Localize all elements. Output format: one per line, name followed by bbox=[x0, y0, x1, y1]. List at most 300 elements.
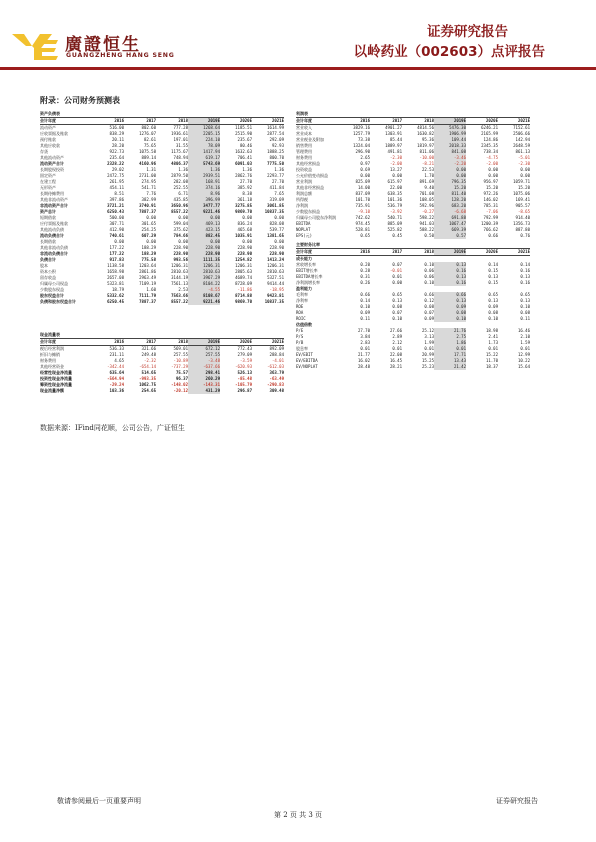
table-cell: 146.02 bbox=[483, 197, 498, 202]
table-cell: 0.66 bbox=[360, 292, 370, 297]
row-label: 资产总计 bbox=[40, 209, 56, 214]
table-cell: 0.00 bbox=[488, 167, 498, 172]
table-cell: 5476.30 bbox=[434, 125, 466, 131]
table-cell: 0.10 bbox=[424, 280, 434, 285]
table-cell: 27.70 bbox=[239, 179, 252, 184]
table-cell: 0.26 bbox=[360, 280, 370, 285]
table-cell: 27.66 bbox=[389, 328, 402, 333]
table-cell: 228.90 bbox=[269, 251, 284, 256]
table-cell: 1630.82 bbox=[417, 131, 434, 136]
table-cell: 1138.58 bbox=[107, 263, 124, 268]
table-cell: 2.12 bbox=[392, 340, 402, 345]
table-cell: 296.90 bbox=[355, 149, 370, 154]
table-cell: 2877.54 bbox=[267, 131, 284, 136]
table-cell: 1.86 bbox=[434, 340, 466, 346]
table-cell: 4160.96 bbox=[139, 161, 156, 166]
table-cell: 29.02 bbox=[111, 167, 124, 172]
table-cell: 9423.81 bbox=[267, 293, 284, 298]
row-label: 应付票据及账款 bbox=[40, 221, 68, 226]
table-cell: 772.43 bbox=[237, 346, 252, 351]
table-cell: 1324.04 bbox=[353, 143, 370, 148]
table-cell: 197.01 bbox=[173, 137, 188, 142]
table-cell: 1.73 bbox=[488, 340, 498, 345]
table-cell: 2862.76 bbox=[235, 173, 252, 178]
table-cell: -4.01 bbox=[271, 358, 284, 363]
table-cell: 0.15 bbox=[488, 268, 498, 273]
table-cell: 0.65 bbox=[520, 292, 530, 297]
table-cell: 0.14 bbox=[360, 298, 370, 303]
table-cell: 1417.94 bbox=[188, 149, 220, 155]
table-cell: 1.36 bbox=[188, 167, 220, 173]
table-cell: 4806.37 bbox=[171, 161, 188, 166]
table-cell: 7887.37 bbox=[139, 209, 156, 214]
table-cell: 837.09 bbox=[355, 191, 370, 196]
table-cell: 8.51 bbox=[114, 191, 124, 196]
table-cell: 101.70 bbox=[355, 197, 370, 202]
table-cell: 0.66 bbox=[488, 233, 498, 238]
table-cell: 0.01 bbox=[488, 346, 498, 351]
table-cell: 177.22 bbox=[109, 245, 124, 250]
row-label: 长期股权投资 bbox=[40, 167, 64, 172]
table-cell: 796.35 bbox=[434, 179, 466, 185]
table-cell: -3.59 bbox=[239, 358, 252, 363]
table-cell: 1268.64 bbox=[188, 125, 220, 131]
table-cell: 0.00 bbox=[242, 239, 252, 244]
table-cell: 974.45 bbox=[355, 221, 370, 226]
column-header: 2017 bbox=[146, 118, 156, 123]
table-cell: 13.27 bbox=[389, 167, 402, 172]
row-label: 经营性现金净流量 bbox=[40, 370, 72, 375]
row-label: 资本公积 bbox=[40, 269, 56, 274]
row-label: 股本 bbox=[40, 263, 48, 268]
table-cell: 142.94 bbox=[515, 137, 530, 142]
table-cell: 3275.85 bbox=[235, 203, 252, 208]
table-cell: 82.61 bbox=[143, 137, 156, 142]
table-header-row bbox=[40, 117, 284, 125]
table-cell: 941.03 bbox=[419, 221, 434, 226]
table-cell: 361.18 bbox=[237, 197, 252, 202]
table-row bbox=[296, 280, 530, 286]
table-cell: -10.89 bbox=[173, 358, 188, 363]
column-header: 会计年度 bbox=[40, 339, 56, 344]
table-cell: 231.11 bbox=[109, 352, 124, 357]
table-cell: 16.02 bbox=[357, 358, 370, 363]
table-cell: 0.13 bbox=[392, 298, 402, 303]
table-cell: 2472.75 bbox=[107, 173, 124, 178]
table-cell: 21.76 bbox=[434, 328, 466, 334]
table-cell: -105.79 bbox=[235, 382, 252, 387]
table-cell: 683.20 bbox=[434, 203, 466, 209]
row-label: 财务费用 bbox=[40, 358, 56, 363]
table-cell: 0.11 bbox=[360, 316, 370, 321]
table-cell: 9869.70 bbox=[235, 299, 252, 304]
cash-flow-table bbox=[40, 332, 284, 394]
table-cell: -148.02 bbox=[171, 382, 188, 387]
column-header: 2021E bbox=[271, 118, 284, 123]
column-header: 2016 bbox=[360, 249, 370, 254]
table-cell: 3.84 bbox=[360, 334, 370, 339]
section-title: 利润表 bbox=[296, 111, 308, 116]
table-cell: 541.71 bbox=[141, 185, 156, 190]
table-cell: 10.22 bbox=[517, 358, 530, 363]
company-logo-icon bbox=[12, 30, 58, 62]
table-cell: 296.87 bbox=[237, 388, 252, 393]
table-header-row bbox=[40, 338, 284, 346]
table-cell: 491.81 bbox=[387, 149, 402, 154]
table-cell: 254.25 bbox=[141, 227, 156, 232]
table-cell: 7152.61 bbox=[513, 125, 530, 130]
row-label: 流动资产合计 bbox=[40, 161, 64, 166]
table-cell: 917.83 bbox=[109, 257, 124, 262]
table-cell: 1906.99 bbox=[434, 131, 466, 137]
table-cell: 2515.90 bbox=[235, 131, 252, 136]
row-label: 短期借款 bbox=[40, 215, 56, 220]
table-cell: 2506.66 bbox=[513, 131, 530, 136]
column-header: 2020E bbox=[485, 249, 498, 254]
row-label: 其他应收款 bbox=[40, 143, 60, 148]
table-cell: 28.21 bbox=[389, 364, 402, 369]
table-cell: 0.66 bbox=[434, 292, 466, 298]
table-cell: 15.20 bbox=[517, 185, 530, 190]
table-row bbox=[296, 364, 530, 370]
table-cell: 16.45 bbox=[389, 358, 402, 363]
table-cell: 7775.50 bbox=[267, 161, 284, 166]
row-label: 股息率 bbox=[296, 346, 308, 351]
table-cell: 1111.35 bbox=[188, 257, 220, 263]
table-cell: 2.83 bbox=[360, 340, 370, 345]
table-cell: 3061.85 bbox=[267, 203, 284, 208]
row-label: 净利润增长率 bbox=[296, 280, 320, 285]
source-note: 数据来源：IFind同花顺，公司公告，广证恒生 bbox=[40, 424, 185, 432]
table-cell: 17.71 bbox=[434, 352, 466, 358]
table-cell: 15.64 bbox=[517, 364, 530, 369]
row-label: 存货 bbox=[40, 149, 48, 154]
row-label: 营业利润 bbox=[296, 179, 312, 184]
table-cell: 0.00 bbox=[146, 215, 156, 220]
table-cell: 274.95 bbox=[141, 179, 156, 184]
row-label: 其他非经营损益 bbox=[296, 185, 324, 190]
table-cell: 1936.61 bbox=[171, 131, 188, 136]
table-cell: 0.16 bbox=[520, 268, 530, 273]
row-label: 财务费用 bbox=[296, 155, 312, 160]
table-cell: -29.24 bbox=[109, 382, 124, 387]
table-cell: 592.96 bbox=[419, 203, 434, 208]
table-cell: 766.62 bbox=[483, 227, 498, 232]
table-cell: 4.65 bbox=[114, 358, 124, 363]
table-cell: 889.14 bbox=[141, 155, 156, 160]
row-label: EV/EBITDA bbox=[296, 358, 318, 363]
table-cell: 956.97 bbox=[483, 179, 498, 184]
header-divider bbox=[0, 67, 596, 70]
section-title: 现金流量表 bbox=[40, 332, 60, 337]
row-label: P/S bbox=[296, 334, 304, 339]
table-cell: 11.70 bbox=[485, 358, 498, 363]
table-cell: 6091.03 bbox=[235, 161, 252, 166]
table-cell: 3144.19 bbox=[171, 275, 188, 280]
table-cell: 1.99 bbox=[424, 340, 434, 345]
table-cell: 2879.50 bbox=[171, 173, 188, 178]
table-cell: 288.84 bbox=[269, 352, 284, 357]
table-cell: 411.84 bbox=[269, 185, 284, 190]
table-cell: 825.09 bbox=[355, 179, 370, 184]
table-cell: 836.24 bbox=[237, 221, 252, 226]
table-cell: -3.92 bbox=[389, 209, 402, 214]
table-cell: 607.29 bbox=[141, 233, 156, 238]
table-cell: 4901.27 bbox=[385, 125, 402, 130]
table-cell: 1257.79 bbox=[353, 131, 370, 136]
row-label: 利润总额 bbox=[296, 191, 312, 196]
row-label: EBIT增长率 bbox=[296, 268, 318, 273]
table-cell: 0.13 bbox=[488, 298, 498, 303]
row-label: EV/NOPLAT bbox=[296, 364, 318, 369]
table-cell: 0.16 bbox=[434, 268, 466, 274]
column-header: 2017 bbox=[146, 339, 156, 344]
table-cell: 0.00 bbox=[274, 215, 284, 220]
table-cell: 1.70 bbox=[424, 173, 434, 178]
table-cell: 0.06 bbox=[424, 274, 434, 279]
table-cell: 8557.22 bbox=[171, 209, 188, 214]
table-cell: 177.22 bbox=[109, 251, 124, 256]
table-cell: 619.17 bbox=[188, 155, 220, 161]
table-cell: 1303.91 bbox=[385, 131, 402, 136]
table-cell: 0.13 bbox=[434, 262, 466, 268]
table-cell: 742.62 bbox=[355, 215, 370, 220]
table-cell: 397.86 bbox=[109, 197, 124, 202]
table-cell: 914.40 bbox=[515, 215, 530, 220]
table-cell: 0.13 bbox=[520, 298, 530, 303]
table-cell: 0.13 bbox=[434, 274, 466, 280]
table-cell: 0.65 bbox=[360, 233, 370, 238]
column-header: 会计年度 bbox=[40, 118, 56, 123]
table-cell: 0.14 bbox=[488, 262, 498, 267]
table-cell: 307.71 bbox=[109, 221, 124, 226]
row-label: 长期借款 bbox=[40, 239, 56, 244]
table-cell: 2.10 bbox=[520, 334, 530, 339]
table-cell: 375.62 bbox=[173, 227, 188, 232]
table-cell: 669.39 bbox=[434, 227, 466, 233]
table-cell: 0.50 bbox=[424, 233, 434, 238]
table-cell: 540.71 bbox=[387, 215, 402, 220]
table-cell: 22.00 bbox=[389, 185, 402, 190]
table-cell: 0.14 bbox=[520, 262, 530, 267]
table-cell: 374.16 bbox=[188, 185, 220, 191]
row-label: 股东权益合计 bbox=[40, 293, 64, 298]
table-cell: 6246.21 bbox=[481, 125, 498, 130]
table-cell: -290.83 bbox=[267, 382, 284, 387]
table-cell: -2.00 bbox=[485, 161, 498, 166]
row-label: EBITDA bbox=[296, 221, 311, 226]
table-cell: 1.36 bbox=[242, 167, 252, 172]
table-cell: 0.01 bbox=[434, 346, 466, 352]
table-cell: -2.00 bbox=[389, 161, 402, 166]
table-cell: 0.28 bbox=[360, 268, 370, 273]
table-cell: 319.09 bbox=[269, 197, 284, 202]
table-cell: 2.41 bbox=[488, 334, 498, 339]
balance-sheet-table bbox=[40, 111, 284, 305]
column-header: 2018 bbox=[424, 249, 434, 254]
table-cell: 27.70 bbox=[357, 328, 370, 333]
table-cell: 0.01 bbox=[392, 346, 402, 351]
table-cell: 2963.49 bbox=[139, 275, 156, 280]
table-cell: 0.00 bbox=[434, 167, 466, 173]
table-cell: 7563.66 bbox=[171, 293, 188, 298]
table-cell: 0.00 bbox=[146, 239, 156, 244]
table-cell: 1.59 bbox=[520, 340, 530, 345]
column-header: 2017 bbox=[392, 118, 402, 123]
page-number: 第 2 页 共 3 页 bbox=[273, 811, 323, 819]
table-cell: 792.99 bbox=[483, 215, 498, 220]
column-header: 2021E bbox=[517, 249, 530, 254]
row-label: 管理费用 bbox=[296, 149, 312, 154]
table-cell: 101.36 bbox=[387, 197, 402, 202]
table-cell: 78.09 bbox=[188, 143, 220, 149]
table-cell: 0.08 bbox=[488, 310, 498, 315]
table-cell: 321.66 bbox=[141, 346, 156, 351]
column-header: 2016 bbox=[360, 118, 370, 123]
table-cell: -993.35 bbox=[139, 376, 156, 381]
table-cell: 525.82 bbox=[387, 227, 402, 232]
table-cell: 1413.24 bbox=[267, 257, 284, 262]
row-label: 所得税 bbox=[296, 197, 308, 202]
table-cell: 8104.22 bbox=[188, 281, 220, 287]
row-label: 税后经营利润 bbox=[40, 346, 64, 351]
table-cell: 22.08 bbox=[389, 352, 402, 357]
table-cell: 0.00 bbox=[392, 173, 402, 178]
table-cell: 5323.81 bbox=[107, 281, 124, 286]
table-cell: 261.95 bbox=[109, 179, 124, 184]
table-cell: -7.06 bbox=[485, 209, 498, 214]
appendix-title: 附录：公司财务预测表 bbox=[40, 95, 120, 105]
table-cell: 1035.91 bbox=[235, 233, 252, 238]
table-cell: 298.41 bbox=[188, 370, 220, 376]
table-cell: -637.66 bbox=[188, 364, 220, 370]
table-cell: 15.20 bbox=[485, 185, 498, 190]
table-cell: -620.93 bbox=[235, 364, 252, 369]
table-cell: 0.16 bbox=[520, 280, 530, 285]
row-label: 营业税金及附加 bbox=[296, 137, 324, 142]
table-cell: 15.20 bbox=[434, 185, 466, 191]
table-cell: 0.08 bbox=[434, 310, 466, 316]
table-cell: 15.25 bbox=[421, 358, 434, 363]
table-cell: 1.36 bbox=[274, 167, 284, 172]
table-cell: 95.36 bbox=[421, 137, 434, 142]
table-cell: 3.13 bbox=[424, 334, 434, 339]
table-cell: 1.31 bbox=[146, 167, 156, 172]
table-cell: 0.97 bbox=[360, 161, 370, 166]
table-cell: 536.33 bbox=[109, 346, 124, 351]
table-cell: 0.57 bbox=[434, 233, 466, 239]
row-label: P/B bbox=[296, 340, 304, 345]
table-cell: 228.90 bbox=[188, 251, 220, 257]
table-cell: 31.55 bbox=[175, 143, 188, 148]
table-cell: 279.09 bbox=[237, 352, 252, 357]
table-cell: -737.29 bbox=[171, 364, 188, 369]
table-cell: 292.09 bbox=[269, 137, 284, 142]
table-cell: 3967.29 bbox=[188, 275, 220, 281]
table-cell: 0.00 bbox=[242, 215, 252, 220]
table-cell: 514.65 bbox=[141, 370, 156, 375]
row-label: 其他经营资金 bbox=[40, 364, 64, 369]
table-cell: -10.00 bbox=[419, 155, 434, 160]
table-cell: 224.10 bbox=[188, 137, 220, 143]
table-cell: 892.09 bbox=[269, 346, 284, 351]
table-cell: 0.09 bbox=[488, 304, 498, 309]
table-cell: 2810.63 bbox=[188, 269, 220, 275]
table-cell: -2.32 bbox=[143, 358, 156, 363]
table-cell: 891.69 bbox=[419, 179, 434, 184]
table-cell: 21.77 bbox=[357, 352, 370, 357]
table-cell: 2205.15 bbox=[188, 131, 220, 137]
table-cell: 363.79 bbox=[269, 370, 284, 375]
column-header: 2016 bbox=[114, 339, 124, 344]
table-cell: 838.29 bbox=[109, 131, 124, 136]
row-label: 归属母公司股东净利润 bbox=[296, 215, 336, 220]
table-cell: -4.75 bbox=[485, 155, 498, 160]
table-cell: 1175.67 bbox=[171, 149, 188, 154]
table-cell: 784.66 bbox=[173, 233, 188, 238]
table-cell: 800.70 bbox=[269, 155, 284, 160]
row-label: 折旧与摊销 bbox=[40, 352, 60, 357]
table-cell: -2.30 bbox=[517, 161, 530, 166]
table-cell: 20.11 bbox=[111, 137, 124, 142]
table-cell: 385.92 bbox=[237, 185, 252, 190]
table-cell: 109.44 bbox=[434, 137, 466, 143]
table-cell: 228.90 bbox=[188, 245, 220, 251]
table-cell: -20.12 bbox=[173, 388, 188, 393]
column-header: 2018 bbox=[178, 118, 188, 123]
table-cell: 7.76 bbox=[146, 191, 156, 196]
column-header: 2021E bbox=[517, 118, 530, 123]
row-label: 其他非流动负债 bbox=[40, 245, 68, 250]
table-cell: 0.65 bbox=[488, 292, 498, 297]
table-cell: 28.48 bbox=[357, 364, 370, 369]
section-title: 资产负债表 bbox=[40, 111, 60, 116]
table-cell: -3.46 bbox=[434, 155, 466, 161]
table-cell: 260.29 bbox=[188, 376, 220, 382]
table-cell: 235.64 bbox=[109, 155, 124, 160]
table-cell: 75.57 bbox=[175, 370, 188, 375]
table-cell: 15.22 bbox=[485, 352, 498, 357]
report-title: 以岭药业（002603）点评报告 bbox=[353, 44, 545, 60]
table-cell: 588.22 bbox=[419, 227, 434, 232]
table-cell: 92.93 bbox=[271, 143, 284, 148]
table-cell: 701.08 bbox=[419, 191, 434, 196]
table-cell: 3721.21 bbox=[107, 203, 124, 208]
table-cell: 0.07 bbox=[392, 310, 402, 315]
table-cell: 1075.58 bbox=[139, 149, 156, 154]
table-cell: 188.29 bbox=[141, 245, 156, 250]
table-cell: -654.14 bbox=[139, 364, 156, 369]
row-label: 净利润 bbox=[296, 203, 308, 208]
table-cell: 10837.35 bbox=[264, 209, 284, 214]
table-cell: 0.10 bbox=[488, 316, 498, 321]
table-cell: 2.89 bbox=[392, 334, 402, 339]
table-cell: 0.00 bbox=[520, 167, 530, 172]
table-cell: -5.01 bbox=[517, 155, 530, 160]
table-cell: 0.10 bbox=[520, 304, 530, 309]
table-cell: 18.79 bbox=[111, 287, 124, 292]
table-cell: 775.58 bbox=[141, 257, 156, 262]
row-label: 其他流动资产 bbox=[40, 155, 64, 160]
table-cell: 1075.06 bbox=[513, 191, 530, 196]
table-cell: 748.94 bbox=[173, 155, 188, 160]
table-cell: 382.99 bbox=[141, 197, 156, 202]
table-cell: 28.20 bbox=[111, 143, 124, 148]
table-cell: 516.00 bbox=[109, 125, 124, 130]
report-type: 证券研究报告 bbox=[427, 24, 508, 40]
table-cell: 309.48 bbox=[269, 388, 284, 393]
table-cell: 1059.71 bbox=[513, 179, 530, 184]
